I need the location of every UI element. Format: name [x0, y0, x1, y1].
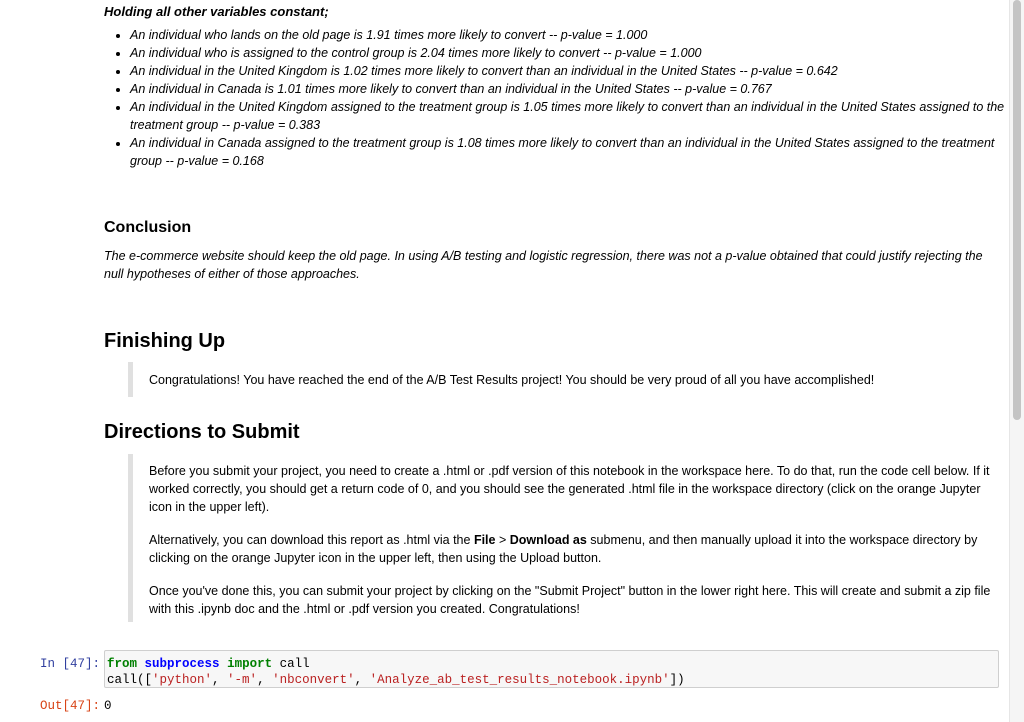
out-prompt: Out[47]:	[39, 699, 100, 713]
call-close: ])	[669, 673, 685, 687]
string-nbconvert: 'nbconvert'	[272, 673, 355, 687]
import-target: call	[279, 657, 310, 671]
directions-paragraph-2	[149, 531, 999, 567]
conclusion-text: The e-commerce website should keep the old page. In using A/B testing and logistic regression, there was not a p-value obtained that could justify rejecting the null hypotheses of either of those approaches.	[104, 249, 983, 281]
finishing-up-heading: Finishing Up	[104, 330, 226, 352]
finding-item: • An individual in Canada is 1.01 times more likely to convert than an individual in the United States -- p-value = 0.767	[130, 80, 1020, 98]
holding-constant-text: Holding all other variables constant;	[104, 4, 329, 19]
directions-paragraph-1: Before you submit your project, you need to create a .html or .pdf version of this notebook in the workspace here. To do that, run the code cell below. If it worked correctly, you should get a return code of 0, and you should see the generated .html file in the workspace directory (click on the orange Jupyter icon in the upper left).	[149, 464, 990, 514]
directions-blockquote	[128, 454, 999, 622]
string-notebook-file: 'Analyze_ab_test_results_notebook.ipynb'	[369, 673, 670, 687]
cell-output: 0	[104, 699, 112, 713]
finding-item: • An individual in Canada assigned to the treatment group is 1.08 times more likely to convert than an individual in the United States assigned to the treatment group -- p-value = 0.168	[130, 134, 1020, 170]
finishing-blockquote	[128, 362, 999, 397]
finding-item: • An individual who lands on the old page is 1.91 times more likely to convert -- p-value = 1.000	[130, 26, 1020, 44]
code-line-1	[107, 656, 998, 672]
code-line-2: call(['python', '-m', 'nbconvert', 'Analyze_ab_test_results_notebook.ipynb'])	[107, 673, 685, 687]
directions-heading: Directions to Submit	[104, 421, 300, 443]
findings-list	[104, 26, 1020, 170]
finding-item: • An individual in the United Kingdom assigned to the treatment group is 1.05 times more likely to convert than an individual in the United States assigned to the treatment group -- p-value = 0.383	[130, 98, 1020, 134]
file-menu-ref: File	[473, 533, 496, 547]
finding-item: • An individual in the United Kingdom is 1.02 times more likely to convert than an individual in the United States -- p-value = 0.642	[130, 62, 1020, 80]
code-cell-editor[interactable]	[104, 650, 999, 688]
in-prompt: In [47]:	[39, 657, 100, 671]
module-name: subprocess	[144, 657, 220, 671]
directions-paragraph-3: Once you've done this, you can submit your project by clicking on the "Submit Project" button in the lower right here. This will create and submit a zip file with this .ipynb doc and the .html or .pdf version you created. Congratulations!	[149, 584, 991, 616]
call-open: call([	[107, 673, 153, 687]
string-python: 'python'	[152, 673, 213, 687]
keyword-import: import	[227, 657, 273, 671]
string-m: '-m'	[227, 673, 258, 687]
directions-p2-post: submenu, and then manually upload it into the workspace directory by clicking on the orange Jupyter icon in the upper left, then using the Upload button.	[149, 533, 978, 565]
conclusion-heading: Conclusion	[104, 219, 192, 236]
finding-item: • An individual who is assigned to the control group is 2.04 times more likely to convert -- p-value = 1.000	[130, 44, 1020, 62]
menu-separator: >	[495, 533, 510, 547]
download-as-menu-ref: Download as	[509, 533, 587, 547]
keyword-from: from	[107, 657, 138, 671]
directions-p2-pre: Alternatively, you can download this report as .html via the	[149, 533, 474, 547]
finishing-text: Congratulations! You have reached the end of the A/B Test Results project! You should be very proud of all you have accomplished!	[149, 373, 875, 387]
